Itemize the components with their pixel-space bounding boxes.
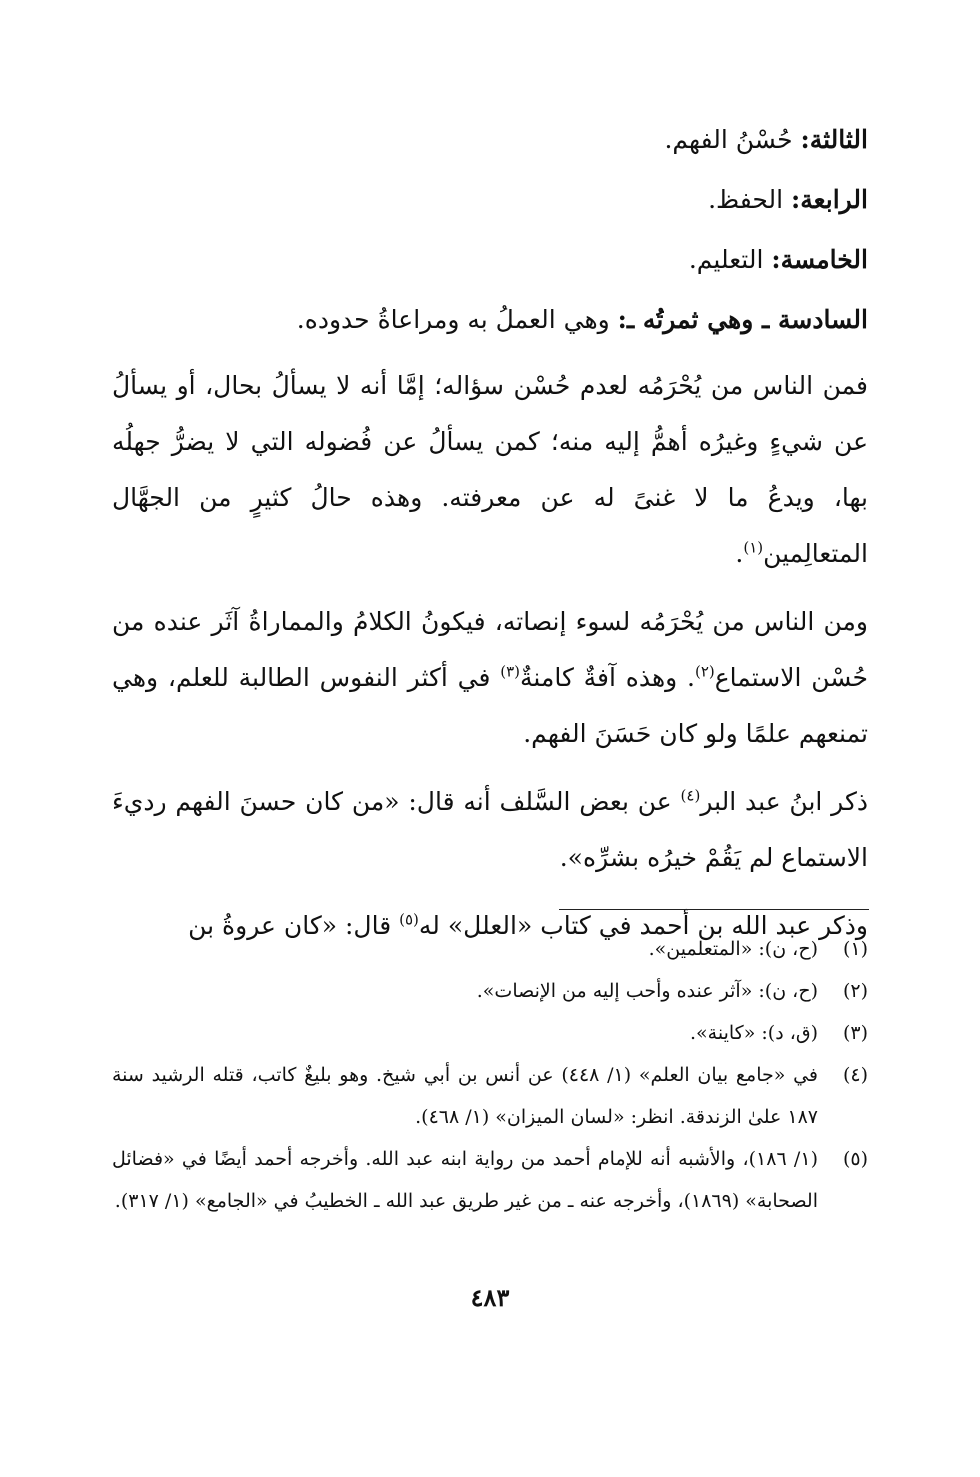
paragraph-bad-asking [112,358,868,582]
footnotes [112,928,868,1222]
footnote-3 [112,1012,868,1054]
footnote-2 [112,970,868,1012]
footnote-number: (٥) [842,1148,868,1170]
paragraph-text: عن بعض السَّلف أنه قال: «من كان حسنَ الفهم رديءَ الاستماع لم يَقُمْ خيرُه بشرِّه». [112,787,868,872]
footnote-ref-5[interactable]: (٥) [399,910,419,929]
list-item-lead: الرابعة: [791,185,868,214]
list-item-text: الحفظ. [708,185,792,214]
footnote-number: (٣) [842,1022,868,1044]
footnote-number: (١) [842,938,868,960]
list-item-text: حُسْنُ الفهم. [664,125,801,154]
paragraph-text: . وهذه آفةٌ كامنةٌ [520,663,695,692]
footnote-number: (٢) [842,980,868,1002]
footnote-number: (٤) [842,1064,868,1086]
list-item-lead: الخامسة: [771,245,868,274]
footnote-text: في «جامع بيان العلم» (١/ ٤٤٨) عن أنس بن أبي شيخ. وهو بليغٌ كاتب، قتله الرشيد سنة ١٨٧ علىٰ الزندقة. انظر: «لسان الميزان» (١/ ٤٦٨). [112,1064,818,1128]
list-item-lead: السادسة ـ وهي ثمرتُه ـ: [617,305,868,334]
paragraph-ibn-abd-al-barr [112,774,868,886]
footnote-ref-2[interactable]: (٢) [694,662,715,681]
list-item-third [112,110,868,170]
list-item-lead: الثالثة: [800,125,868,154]
paragraph-text: فمن الناس من يُحْرَمُه لعدم حُسْن سؤاله؛ إمَّا أنه لا يسألُ بحال، أو يسألُ عن شيءٍ وغيرُه أهمُّ إليه منه؛ كمن يسألُ عن فُضوله التي لا يضرُّ جهلُه بها، ويدعُ ما لا غنىً له عن معرفته. وهذه حالُ كثيرٍ من الجهَّال المتعالِمين [112,371,868,568]
paragraph-text: قال: «كان عروةُ بن [188,911,400,940]
main-text [112,110,868,966]
footnote-ref-3[interactable]: (٣) [500,662,520,681]
page-number: ٤٨٣ [470,1283,510,1312]
footnote-text: (ح، ن): «آثر عنده وأحب إليه من الإنصات». [476,980,818,1002]
footnote-1 [112,928,868,970]
paragraph-bad-listening [112,594,868,762]
list-item-text: التعليم. [688,245,772,274]
footnote-4 [112,1054,868,1138]
footnote-separator [559,909,869,910]
list-item-text: وهي العملُ به ومراعاةُ حدوده. [296,305,618,334]
paragraph-text: وذكر عبد الله بن أحمد في كتاب «العلل» له [418,911,868,940]
paragraph-text: ومن الناس من يُحْرَمُه لسوء إنصاته، فيكونُ الكلامُ والمماراةُ آثَر عنده من حُسْن الاستماع [112,607,869,692]
footnote-text: (ق، د): «كاينة». [690,1022,818,1044]
paragraph-text: في أكثر النفوس الطالبة للعلم، وهي تمنعهم علمًا ولو كان حَسَنَ الفهم. [112,663,868,748]
list-item-fifth [112,230,868,290]
list-item-fourth [112,170,868,230]
footnote-text: (١/ ١٨٦)، والأشبه أنه للإمام أحمد من رواية ابنه عبد الله. وأخرجه أحمد أيضًا في «فضائل الصحابة» (١٨٦٩)، وأخرجه عنه ـ من غير طريق عبد الله ـ الخطيبُ في «الجامع» (١/ ٣١٧). [112,1148,818,1212]
paragraph-end: . [735,539,744,568]
list-item-sixth [112,290,868,350]
footnote-5 [112,1138,868,1222]
footnote-ref-4[interactable]: (٤) [680,786,701,805]
paragraph-text: ذكر ابنُ عبد البر [700,787,869,816]
footnote-ref-1[interactable]: (١) [743,538,764,557]
footnote-text: (ح، ن): «المتعلمين». [648,938,818,960]
